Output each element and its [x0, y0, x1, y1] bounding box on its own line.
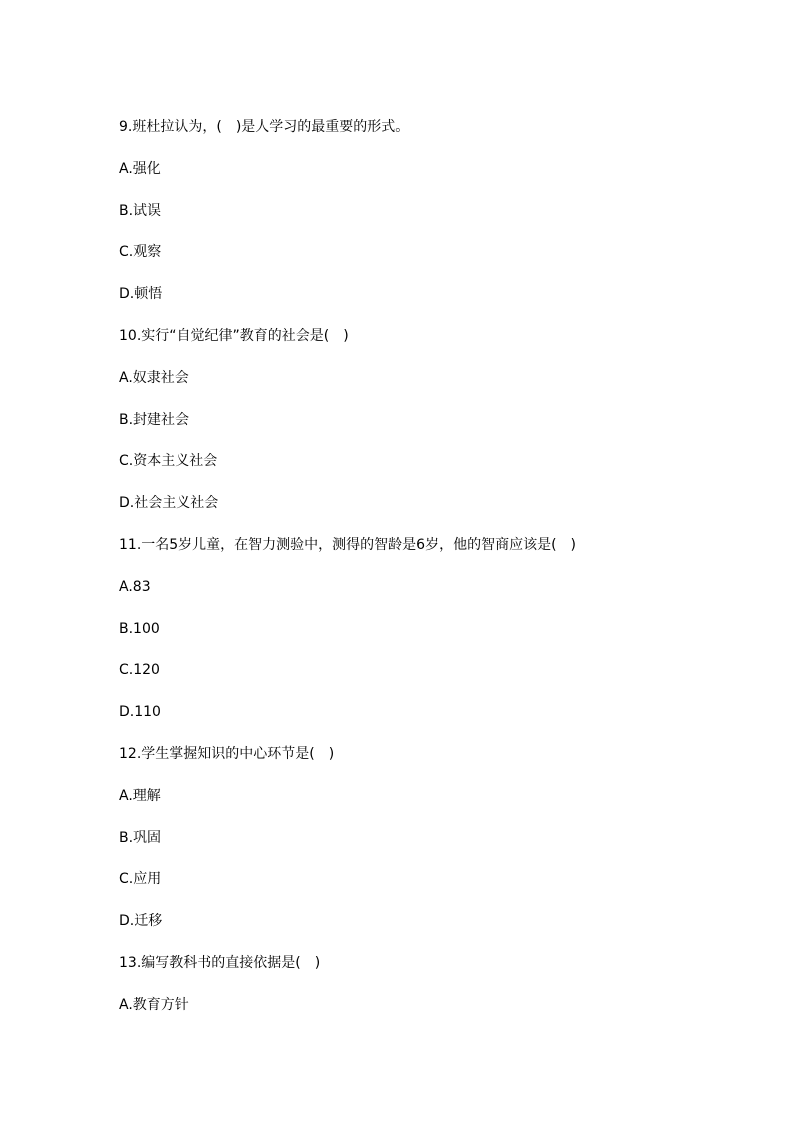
- option-a: A.理解: [119, 787, 161, 804]
- option-c: C.观察: [119, 244, 162, 261]
- option-d: D.迁移: [119, 913, 163, 930]
- option-c: C.120: [119, 662, 160, 679]
- option-c: C.应用: [119, 871, 162, 888]
- question-list: [119, 117, 719, 1037]
- option-d: D.社会主义社会: [119, 495, 219, 512]
- option-a: A.强化: [119, 160, 161, 177]
- option-b: B.巩固: [119, 829, 162, 846]
- question-stem: 11.一名5岁儿童，在智力测验中，测得的智龄是6岁，他的智商应该是( ): [119, 536, 577, 553]
- question-stem: 10.实行“自觉纪律”教育的社会是( ): [119, 327, 349, 344]
- option-c: C.资本主义社会: [119, 453, 218, 470]
- option-a: A.奴隶社会: [119, 369, 189, 386]
- question-stem: 12.学生掌握知识的中心环节是( ): [119, 745, 335, 762]
- option-a: A.83: [119, 578, 151, 595]
- question-stem: 13.编写教科书的直接依据是( ): [119, 954, 321, 971]
- option-b: B.试误: [119, 202, 162, 219]
- option-a: A.教育方针: [119, 996, 189, 1013]
- option-d: D.110: [119, 704, 161, 721]
- option-b: B.100: [119, 620, 160, 637]
- option-d: D.顿悟: [119, 286, 163, 303]
- question-stem: 9.班杜拉认为，( )是人学习的最重要的形式。: [119, 119, 410, 135]
- option-b: B.封建社会: [119, 411, 190, 428]
